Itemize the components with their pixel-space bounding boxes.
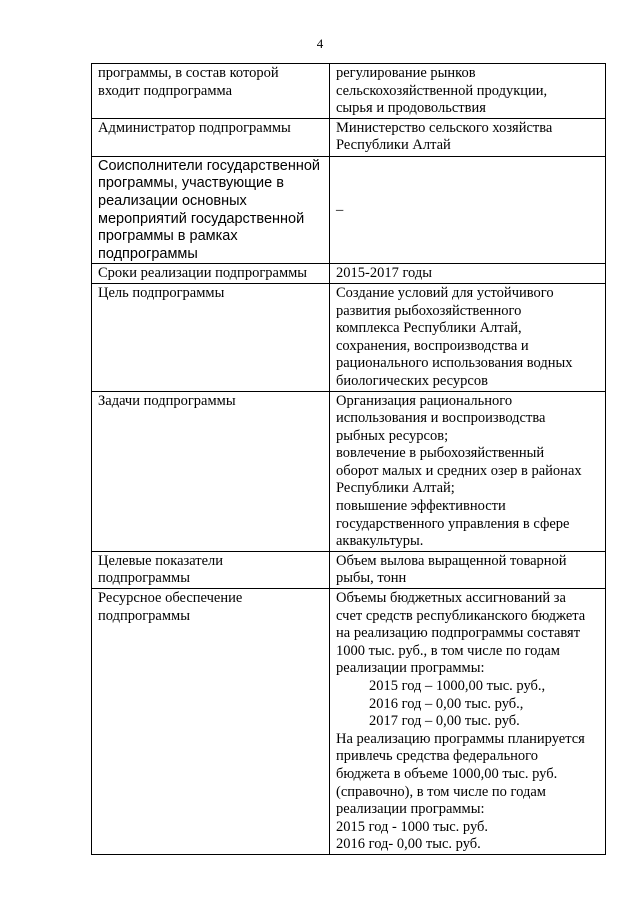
- row-label-cell: [92, 391, 330, 551]
- label-line: Администратор подпрограммы: [98, 119, 291, 136]
- value-line: на реализацию подпрограммы составят: [336, 625, 581, 642]
- row-label-cell: [92, 551, 330, 588]
- value-line: привлечь средства федерального: [336, 748, 539, 765]
- label-line: Цель подпрограммы: [98, 284, 225, 301]
- row-value-cell: [330, 283, 606, 391]
- value-line: реализации программы:: [336, 801, 485, 818]
- value-line: регулирование рынков: [336, 65, 476, 81]
- row-label-cell: [92, 589, 330, 855]
- value-line: рыбных ресурсов;: [336, 427, 449, 444]
- value-line: На реализацию программы планируется: [336, 730, 585, 747]
- row-value-cell: [330, 551, 606, 588]
- value-line: 1000 тыс. руб., в том числе по годам: [336, 642, 560, 659]
- value-line: 2017 год – 0,00 тыс. руб.: [369, 713, 520, 730]
- row-value-cell: [330, 64, 606, 119]
- label-line: программы, в состав которой: [98, 65, 279, 81]
- row-value-cell: [330, 391, 606, 551]
- value-line: повышение эффективности: [336, 498, 506, 515]
- value-line: сырья и продовольствия: [336, 100, 486, 117]
- value-line: использования и воспроизводства: [336, 410, 546, 427]
- value-line: 2015 год - 1000 тыс. руб.: [336, 818, 489, 835]
- value-line: вовлечение в рыбохозяйственный: [336, 445, 545, 462]
- row-value-cell: [330, 118, 606, 156]
- value-line: Республики Алтай;: [336, 480, 455, 497]
- label-line: Ресурсное обеспечение: [98, 590, 243, 607]
- value-line: Министерство сельского хозяйства: [336, 119, 553, 136]
- row-label-cell: [92, 118, 330, 156]
- value-line: сельскохозяйственной продукции,: [336, 82, 548, 99]
- value-line: аквакультуры.: [336, 533, 424, 550]
- value-line: реализации программы:: [336, 660, 485, 677]
- label-line: Соисполнители государственной: [98, 157, 321, 174]
- table-row: [92, 391, 606, 551]
- table-row: [92, 118, 606, 156]
- value-line: 2016 год – 0,00 тыс. руб.,: [369, 695, 524, 712]
- table-row: [92, 551, 606, 588]
- value-line: Республики Алтай: [336, 137, 451, 154]
- label-line: программы в рамках: [98, 228, 238, 245]
- label-line: подпрограммы: [98, 607, 190, 624]
- subprogram-passport-table: [91, 63, 606, 855]
- value-line: счет средств республиканского бюджета: [336, 607, 586, 624]
- row-value-cell: [330, 156, 606, 264]
- label-line: программы, участвующие в: [98, 175, 284, 192]
- table-row: [92, 64, 606, 119]
- label-line: подпрограммы: [98, 570, 190, 587]
- value-line: –: [336, 201, 344, 218]
- value-line: 2015-2017 годы: [336, 265, 432, 282]
- table-row: [92, 589, 606, 855]
- value-line: комплекса Республики Алтай,: [336, 320, 522, 337]
- label-line: Целевые показатели: [98, 552, 224, 569]
- row-label-cell: [92, 264, 330, 284]
- value-line: государственного управления в сфере: [336, 515, 570, 532]
- value-line: биологических ресурсов: [336, 372, 488, 389]
- label-line: Сроки реализации подпрограммы: [98, 265, 308, 282]
- table-row: [92, 156, 606, 264]
- row-label-cell: [92, 283, 330, 391]
- row-value-cell: [330, 589, 606, 855]
- value-line: развития рыбохозяйственного: [336, 302, 522, 319]
- table-row: [92, 264, 606, 284]
- value-line: сохранения, воспроизводства и: [336, 337, 529, 354]
- label-line: Задачи подпрограммы: [98, 392, 236, 409]
- value-line: рыбы, тонн: [336, 570, 407, 587]
- value-line: 2016 год- 0,00 тыс. руб.: [336, 836, 481, 853]
- label-line: входит подпрограмма: [98, 82, 233, 99]
- label-line: реализации основных: [98, 192, 247, 209]
- value-line: оборот малых и средних озер в районах: [336, 462, 582, 479]
- value-line: Создание условий для устойчивого: [336, 284, 554, 301]
- page-number: 4: [316, 36, 324, 51]
- value-line: бюджета в объеме 1000,00 тыс. руб.: [336, 765, 558, 782]
- value-line: Объемы бюджетных ассигнований за: [336, 590, 566, 607]
- value-line: 2015 год – 1000,00 тыс. руб.,: [369, 678, 546, 694]
- row-value-cell: [330, 264, 606, 284]
- value-line: Организация рационального: [336, 392, 513, 409]
- row-label-cell: [92, 156, 330, 264]
- label-line: мероприятий государственной: [98, 210, 305, 227]
- value-line: Объем вылова выращенной товарной: [336, 552, 567, 569]
- row-label-cell: [92, 64, 330, 119]
- table-row: [92, 283, 606, 391]
- value-line: (справочно), в том числе по годам: [336, 783, 546, 800]
- value-line: рационального использования водных: [336, 355, 573, 372]
- label-line: подпрограммы: [98, 245, 198, 262]
